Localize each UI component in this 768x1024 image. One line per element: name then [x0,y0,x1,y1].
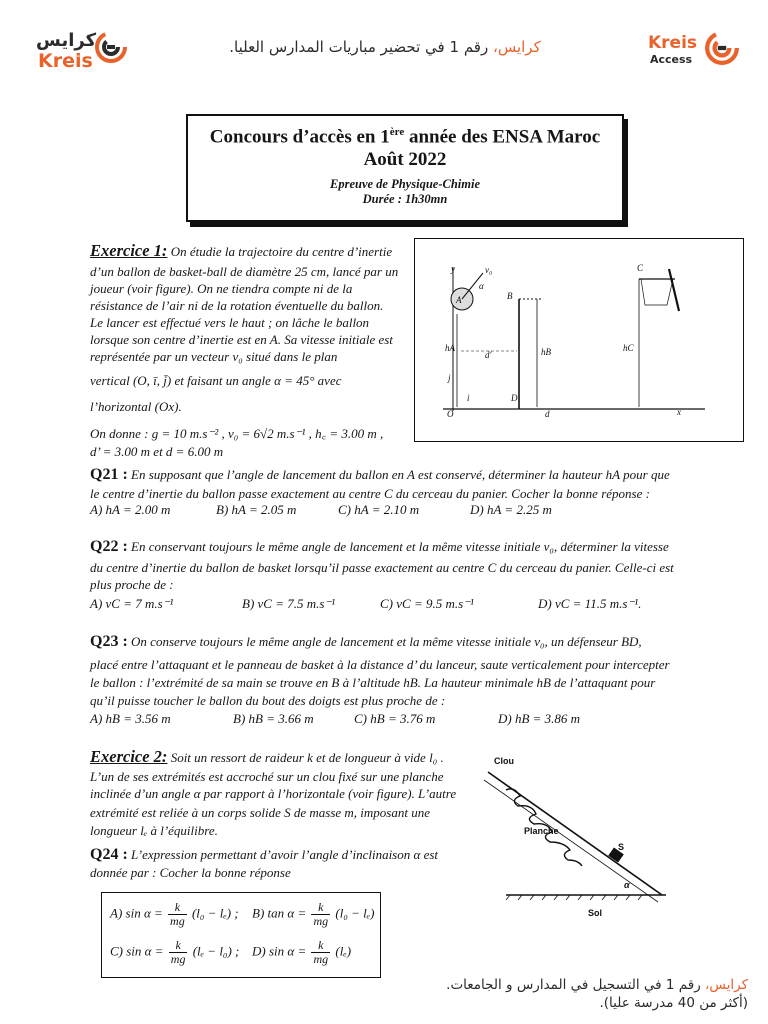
q23-label: Q23 : [90,633,128,650]
footer-brand: كرايس، [705,977,748,993]
footer-line-2: (أكثر من 40 مدرسة عليا). [599,995,748,1011]
basketball-diagram [415,239,743,441]
ex1-givens: On donne : g = 10 m.s⁻² , v₀ = 6√2 m.s⁻¹ , h꜀ = 3.00 m , [90,426,384,441]
nail-label: Clou [494,756,514,766]
q22-line-1: Q22 : En conservant toujours le même angle de lancement et la même vitesse initiale v₀, déterminer la vitesse [90,538,669,555]
q21-line-2: le centre d’inertie du ballon passe exactement au centre C du cerceau du panier. Cocher la bonne réponse : [90,486,650,501]
q24-line-1: Q24 : L’expression permettant d’avoir l’angle d’inclinaison α est [90,846,439,863]
ex1-line-5: Le lancer est effectué vers le haut ; on lâche le ballon [90,315,370,330]
ex1-line-9: l’horizontal (Ox). [90,399,182,414]
kreis-logo-left [36,30,132,72]
footer-line-1: كرايس، رقم 1 في التسجيل في المدارس و الجامعات. [446,977,748,993]
point-c-label: C [637,263,644,273]
q23-line-4: qu’il puisse toucher le ballon du bout des doigts est plus proche de : [90,693,446,708]
q21-line-1: Q21 : En supposant que l’angle de lancement du ballon en A est conservé, déterminer la hauteur hA pour que [90,466,670,483]
q23-option-c[interactable]: C) hB = 3.76 m [354,711,436,726]
exam-duration: Durée : 1h30mn [362,192,448,207]
q23-line-2: placé entre l’attaquant et le panneau de basket à la distance d’ du lanceur, saute verticalement pour intercepter [90,657,670,672]
q22-option-a[interactable]: A) vC = 7 m.s⁻¹ [90,596,174,611]
tagline-text: رقم 1 في تحضير مباريات المدارس العليا. [229,38,493,56]
q22-option-c[interactable]: C) vC = 9.5 m.s⁻¹ [380,596,474,611]
alpha-label: α [479,281,484,291]
tagline-brand: كرايس، [492,38,541,56]
q22-label: Q22 : [90,538,128,555]
logo-arabic-text: كرايس [36,30,97,51]
logo-sub-text: Access [650,53,693,66]
spring-incline-figure [466,750,674,922]
j-label: j [448,373,451,383]
q23-line-3: le ballon : l’extrémité de sa main se trouve en B à l’altitude hB. La hauteur minimale hB de l’attaquant pour [90,675,656,690]
ex2-line-5: longueur lₑ à l’équilibre. [90,823,218,838]
v0-label: v₀ [485,265,493,275]
d-label: d [545,409,550,419]
ex2-line-4: extrémité est reliée à un corps solide S de masse m, imposant une [90,805,430,820]
q22-line-3: plus proche de : [90,577,174,592]
footer-tagline [390,976,748,1012]
exam-title-box [186,114,624,222]
point-a-label: A [456,295,462,305]
q21-option-a[interactable]: A) hA = 2.00 m [90,502,171,517]
logo-latin-text: Kreis [38,50,93,72]
x-label: x [677,407,681,417]
q24-option-d[interactable]: D) sin α = $\frac{k}{mg}$ (lₑ) [252,938,352,966]
ex1-givens-2: d’ = 3.00 m et d = 6.00 m [90,444,224,459]
q22-option-d[interactable]: D) vC = 11.5 m.s⁻¹. [538,596,642,611]
ex2-line-1: Exercice 2: Soit un ressort de raideur k et de longueur à vide l₀ . [90,747,444,766]
spring-incline-diagram [466,750,674,922]
kreis-access-logo [646,30,746,72]
hb-label: hB [541,347,551,357]
q24-line-2: donnée par : Cocher la bonne réponse [90,865,291,880]
ex1-line-6: lorsque son centre d’inertie est en A. Sa vitesse initiale est [90,332,393,347]
q22-line-2: du centre d’inertie du ballon de basket lorsqu’il passe exactement au centre C du cerceau du panier. Celle-ci est [90,560,674,575]
kreis-target-icon [94,30,128,64]
solid-label: S [618,842,625,852]
hoop-net [641,279,673,305]
q24-answer-box [101,892,381,978]
exam-title: Concours d’accès en 1ère année des ENSA Maroc [209,126,601,148]
q21-option-c[interactable]: C) hA = 2.10 m [338,502,420,517]
plank-label: Planche [524,826,559,836]
q23-line-1: Q23 : On conserve toujours le même angle de lancement et la même vitesse initiale v₀, un défenseur BD, [90,633,642,650]
hc-label: hC [623,343,634,353]
q21-option-d[interactable]: D) hA = 2.25 m [470,502,552,517]
ex2-line-3: inclinée d’un angle α par rapport à l’horizontale (voir figure). L’autre [90,786,457,801]
q23-option-a[interactable]: A) hB = 3.56 m [90,711,171,726]
exam-subject: Epreuve de Physique-Chimie [330,177,480,192]
i-label: i [467,393,470,403]
ex2-line-2: L’un de ses extrémités est accroché sur un clou fixé sur une planche [90,769,444,784]
origin-label: O [447,409,454,419]
q24-option-b[interactable]: B) tan α = $\frac{k}{mg}$ (l₀ − lₑ) [252,900,375,928]
logo-latin-text: Kreis [648,33,698,53]
ex2-heading: Exercice 2: [90,747,168,766]
page-header [0,0,768,90]
point-b-label: B [507,291,513,301]
q21-label: Q21 : [90,466,128,483]
q24-label: Q24 : [90,846,128,863]
alpha-label: α [624,880,630,890]
y-label: y [451,264,455,274]
kreis-target-icon [704,30,740,66]
q21-option-b[interactable]: B) hA = 2.05 m [216,502,297,517]
ground-label: Sol [588,908,603,918]
q23-option-b[interactable]: B) hB = 3.66 m [233,711,314,726]
ha-label: hA [445,343,455,353]
point-d-label: D [511,393,518,403]
ex1-heading: Exercice 1: [90,241,168,260]
ex1-line-3: joueur (voir figure). On ne tiendra compte ni de la [90,281,353,296]
header-tagline [150,38,620,56]
q22-option-b[interactable]: B) vC = 7.5 m.s⁻¹ [242,596,336,611]
q24-option-a[interactable]: A) sin α = $\frac{k}{mg}$ (l₀ − lₑ) ; [110,900,239,928]
ex1-line-8: vertical (O, ī, j̄) et faisant un angle α = 45° avec [90,373,342,388]
basketball-figure [414,238,744,442]
q23-option-d[interactable]: D) hB = 3.86 m [498,711,581,726]
exam-date: Août 2022 [363,149,447,171]
dprime-label: d' [485,350,492,360]
ex1-line-1: Exercice 1: On étudie la trajectoire du centre d’inertie [90,241,393,260]
ex1-line-4: résistance de l’air ni de la rotation éventuelle du ballon. [90,298,384,313]
ex1-line-7: représentée par un vecteur v₀ situé dans le plan [90,349,338,364]
ex1-line-2: d’un ballon de basket-ball de diamètre 25 cm, lancé par un [90,264,399,279]
q24-option-c[interactable]: C) sin α = $\frac{k}{mg}$ (lₑ − l₀) ; [110,938,240,966]
